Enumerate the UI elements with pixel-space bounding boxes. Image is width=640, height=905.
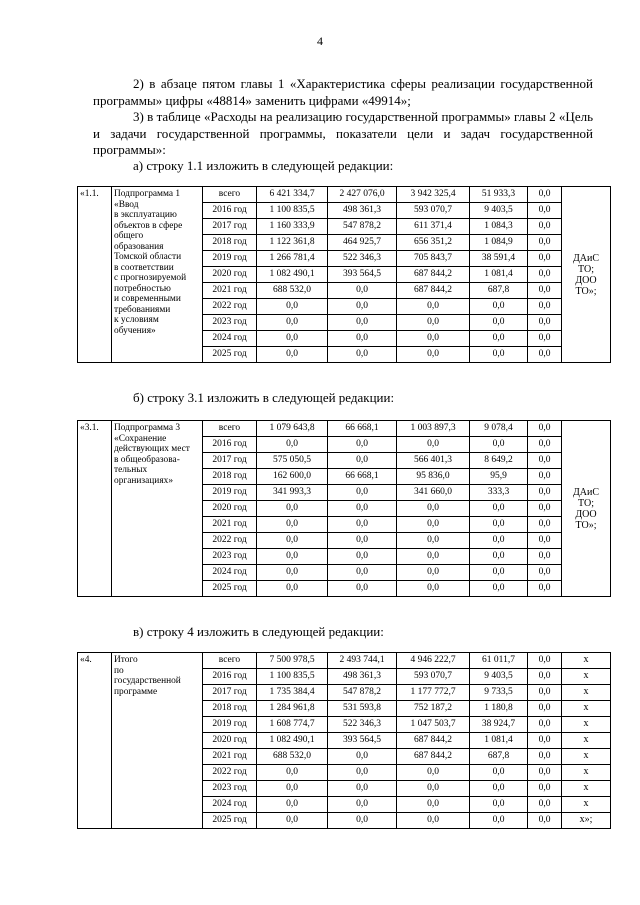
description-line: к условиям: [114, 315, 159, 325]
federal-cell: 498 361,3: [328, 669, 397, 685]
federal-cell: 0,0: [328, 283, 397, 299]
total-cell: 7 500 978,5: [257, 653, 328, 669]
row-number: «1.1.: [78, 187, 112, 363]
other-cell: 0,0: [528, 501, 562, 517]
row-description: [112, 421, 203, 597]
local-cell: 9 733,5: [470, 685, 528, 701]
paragraph-2-text: 2) в абзаце пятом главы 1 «Характеристика сферы реализации государственной программы» цифры «48814» заменить цифрами «49914»;: [93, 76, 593, 108]
other-cell: 0,0: [528, 797, 562, 813]
local-cell: 0,0: [470, 315, 528, 331]
local-cell: 0,0: [470, 517, 528, 533]
federal-cell: 531 593,8: [328, 701, 397, 717]
row-number: «3.1.: [78, 421, 112, 597]
regional-cell: 0,0: [397, 581, 470, 597]
federal-cell: 66 668,1: [328, 421, 397, 437]
local-cell: 0,0: [470, 347, 528, 363]
federal-cell: 547 878,2: [328, 685, 397, 701]
description-line: Томской области: [114, 252, 182, 262]
description-line: в эксплуатацию: [114, 210, 177, 220]
description-line: по: [114, 665, 124, 676]
executor-line: ДАиС: [572, 252, 600, 264]
local-cell: 1 084,9: [470, 235, 528, 251]
regional-cell: 566 401,3: [397, 453, 470, 469]
local-cell: 0,0: [470, 501, 528, 517]
other-cell: 0,0: [528, 299, 562, 315]
regional-cell: 0,0: [397, 797, 470, 813]
federal-cell: 498 361,3: [328, 203, 397, 219]
total-cell: 0,0: [257, 437, 328, 453]
local-cell: 0,0: [470, 533, 528, 549]
total-cell: 1 082 490,1: [257, 267, 328, 283]
total-cell: 575 050,5: [257, 453, 328, 469]
executor-line: ТО»;: [575, 285, 597, 297]
regional-cell: 0,0: [397, 517, 470, 533]
paragraph-2: [93, 76, 593, 109]
federal-cell: 0,0: [328, 549, 397, 565]
executor-x-cell: x: [562, 717, 611, 733]
paragraph-3-text: 3) в таблице «Расходы на реализацию государственной программы» главы 2 «Цель и задачи государственной программы, показатели цели и задач государственной программы»:: [93, 109, 593, 157]
federal-cell: 0,0: [328, 797, 397, 813]
regional-cell: 0,0: [397, 347, 470, 363]
year-cell: 2018 год: [203, 235, 257, 251]
year-cell: 2022 год: [203, 299, 257, 315]
federal-cell: 66 668,1: [328, 469, 397, 485]
executor-x-cell: x: [562, 669, 611, 685]
total-cell: 0,0: [257, 533, 328, 549]
local-cell: 8 649,2: [470, 453, 528, 469]
federal-cell: 2 427 076,0: [328, 187, 397, 203]
executor-x-cell: x: [562, 797, 611, 813]
federal-cell: 0,0: [328, 331, 397, 347]
description-line: «Сохранение: [114, 433, 167, 444]
federal-cell: 0,0: [328, 453, 397, 469]
executor-x-cell: x: [562, 685, 611, 701]
federal-cell: 0,0: [328, 485, 397, 501]
federal-cell: 547 878,2: [328, 219, 397, 235]
other-cell: 0,0: [528, 203, 562, 219]
year-cell: 2017 год: [203, 685, 257, 701]
year-cell: 2025 год: [203, 813, 257, 829]
other-cell: 0,0: [528, 533, 562, 549]
local-cell: 51 933,3: [470, 187, 528, 203]
regional-cell: 687 844,2: [397, 733, 470, 749]
total-cell: 0,0: [257, 501, 328, 517]
year-cell: 2025 год: [203, 581, 257, 597]
total-cell: 0,0: [257, 299, 328, 315]
description-line: с прогнозируемой: [114, 273, 187, 283]
description-line: и современными: [114, 294, 181, 304]
total-cell: 1 100 835,5: [257, 669, 328, 685]
year-cell: 2025 год: [203, 347, 257, 363]
federal-cell: 0,0: [328, 501, 397, 517]
row-description: [112, 187, 203, 363]
total-cell: 0,0: [257, 517, 328, 533]
regional-cell: 1 047 503,7: [397, 717, 470, 733]
row-number: «4.: [78, 653, 112, 829]
paragraph-3: [93, 109, 593, 159]
local-cell: 0,0: [470, 437, 528, 453]
federal-cell: 393 564,5: [328, 733, 397, 749]
table-row: [78, 187, 611, 203]
section-a-title: а) строку 1.1 изложить в следующей редакции:: [133, 158, 394, 173]
total-cell: 688 532,0: [257, 283, 328, 299]
regional-cell: 0,0: [397, 501, 470, 517]
total-cell: 0,0: [257, 813, 328, 829]
federal-cell: 2 493 744,1: [328, 653, 397, 669]
regional-cell: 0,0: [397, 437, 470, 453]
local-cell: 61 011,7: [470, 653, 528, 669]
description-line: программе: [114, 686, 158, 697]
regional-cell: 0,0: [397, 765, 470, 781]
total-cell: 1 160 333,9: [257, 219, 328, 235]
description-line: Подпрограмма 1: [114, 189, 181, 199]
local-cell: 0,0: [470, 565, 528, 581]
year-cell: 2016 год: [203, 669, 257, 685]
other-cell: 0,0: [528, 485, 562, 501]
description-line: объектов в сфере: [114, 220, 183, 231]
other-cell: 0,0: [528, 701, 562, 717]
year-cell: 2021 год: [203, 283, 257, 299]
table-row: [78, 653, 611, 669]
total-cell: 6 421 334,7: [257, 187, 328, 203]
other-cell: 0,0: [528, 549, 562, 565]
regional-cell: 0,0: [397, 331, 470, 347]
federal-cell: 0,0: [328, 581, 397, 597]
year-cell: 2023 год: [203, 781, 257, 797]
year-cell: 2018 год: [203, 469, 257, 485]
regional-cell: 0,0: [397, 299, 470, 315]
description-line: тельных: [114, 465, 148, 475]
executor-line: ДОО: [575, 274, 597, 286]
local-cell: 38 924,7: [470, 717, 528, 733]
description-line: образования: [114, 241, 164, 252]
other-cell: 0,0: [528, 347, 562, 363]
regional-cell: 0,0: [397, 565, 470, 581]
federal-cell: 0,0: [328, 299, 397, 315]
year-cell: 2022 год: [203, 765, 257, 781]
total-cell: 341 993,3: [257, 485, 328, 501]
total-cell: 1 079 643,8: [257, 421, 328, 437]
year-cell: 2017 год: [203, 453, 257, 469]
other-cell: 0,0: [528, 749, 562, 765]
other-cell: 0,0: [528, 581, 562, 597]
other-cell: 0,0: [528, 469, 562, 485]
federal-cell: 0,0: [328, 533, 397, 549]
description-line: «Ввод: [114, 199, 139, 210]
regional-cell: 0,0: [397, 533, 470, 549]
local-cell: 0,0: [470, 581, 528, 597]
total-cell: 0,0: [257, 549, 328, 565]
regional-cell: 0,0: [397, 781, 470, 797]
local-cell: 38 591,4: [470, 251, 528, 267]
description-line: требованиями: [114, 304, 171, 315]
total-cell: 688 532,0: [257, 749, 328, 765]
year-cell: 2018 год: [203, 701, 257, 717]
total-cell: 162 600,0: [257, 469, 328, 485]
local-cell: 0,0: [470, 765, 528, 781]
executor-x-cell: x: [562, 749, 611, 765]
federal-cell: 0,0: [328, 347, 397, 363]
executor-x-cell: x: [562, 781, 611, 797]
federal-cell: 0,0: [328, 765, 397, 781]
regional-cell: 687 844,2: [397, 749, 470, 765]
total-cell: 0,0: [257, 581, 328, 597]
executor-x-cell: x: [562, 765, 611, 781]
total-cell: 1 284 961,8: [257, 701, 328, 717]
executor-x-cell: x»;: [562, 813, 611, 829]
year-cell: 2024 год: [203, 565, 257, 581]
description-line: Подпрограмма 3: [114, 423, 181, 433]
regional-cell: 705 843,7: [397, 251, 470, 267]
year-cell: 2020 год: [203, 733, 257, 749]
other-cell: 0,0: [528, 331, 562, 347]
regional-cell: 593 070,7: [397, 669, 470, 685]
year-cell: всего: [203, 187, 257, 203]
description-line: обучения»: [114, 325, 156, 336]
executor-line: ДАиС: [572, 486, 600, 498]
local-cell: 1 084,3: [470, 219, 528, 235]
executor-cell: [562, 421, 611, 597]
year-cell: 2021 год: [203, 517, 257, 533]
other-cell: 0,0: [528, 283, 562, 299]
local-cell: 1 180,8: [470, 701, 528, 717]
federal-cell: 0,0: [328, 315, 397, 331]
executor-line: ТО»;: [575, 519, 597, 531]
year-cell: 2024 год: [203, 331, 257, 347]
local-cell: 687,8: [470, 749, 528, 765]
federal-cell: 522 346,3: [328, 251, 397, 267]
federal-cell: 0,0: [328, 565, 397, 581]
other-cell: 0,0: [528, 453, 562, 469]
other-cell: 0,0: [528, 813, 562, 829]
local-cell: 0,0: [470, 331, 528, 347]
year-cell: 2020 год: [203, 501, 257, 517]
local-cell: 9 403,5: [470, 203, 528, 219]
regional-cell: 4 946 222,7: [397, 653, 470, 669]
federal-cell: 0,0: [328, 781, 397, 797]
local-cell: 0,0: [470, 781, 528, 797]
table-row: [78, 421, 611, 437]
executor-x-cell: x: [562, 733, 611, 749]
local-cell: 687,8: [470, 283, 528, 299]
other-cell: 0,0: [528, 565, 562, 581]
total-cell: 1 266 781,4: [257, 251, 328, 267]
regional-cell: 687 844,2: [397, 283, 470, 299]
regional-cell: 593 070,7: [397, 203, 470, 219]
program-table-row-4: [77, 652, 611, 829]
local-cell: 1 081,4: [470, 733, 528, 749]
description-line: в общеобразова-: [114, 454, 180, 465]
executor-line: ТО;: [578, 263, 594, 275]
description-line: общего: [114, 231, 144, 241]
year-cell: 2016 год: [203, 203, 257, 219]
total-cell: 0,0: [257, 315, 328, 331]
year-cell: 2019 год: [203, 251, 257, 267]
total-cell: 1 100 835,5: [257, 203, 328, 219]
other-cell: 0,0: [528, 437, 562, 453]
regional-cell: 611 371,4: [397, 219, 470, 235]
other-cell: 0,0: [528, 517, 562, 533]
regional-cell: 0,0: [397, 315, 470, 331]
local-cell: 0,0: [470, 813, 528, 829]
total-cell: 1 082 490,1: [257, 733, 328, 749]
executor-x-cell: x: [562, 701, 611, 717]
description-line: действующих мест: [114, 444, 190, 454]
federal-cell: 464 925,7: [328, 235, 397, 251]
local-cell: 95,9: [470, 469, 528, 485]
year-cell: 2019 год: [203, 485, 257, 501]
regional-cell: 752 187,2: [397, 701, 470, 717]
federal-cell: 0,0: [328, 749, 397, 765]
executor-x-cell: x: [562, 653, 611, 669]
regional-cell: 0,0: [397, 813, 470, 829]
local-cell: 9 078,4: [470, 421, 528, 437]
total-cell: 1 608 774,7: [257, 717, 328, 733]
other-cell: 0,0: [528, 733, 562, 749]
total-cell: 0,0: [257, 781, 328, 797]
description-line: Итого: [114, 655, 138, 665]
total-cell: 1 735 384,4: [257, 685, 328, 701]
executor-cell: [562, 187, 611, 363]
year-cell: 2023 год: [203, 549, 257, 565]
description-line: организациях»: [114, 475, 174, 486]
executor-line: ТО;: [578, 497, 594, 509]
other-cell: 0,0: [528, 235, 562, 251]
total-cell: 0,0: [257, 347, 328, 363]
row-description: [112, 653, 203, 829]
other-cell: 0,0: [528, 267, 562, 283]
local-cell: 0,0: [470, 549, 528, 565]
local-cell: 0,0: [470, 299, 528, 315]
total-cell: 0,0: [257, 765, 328, 781]
description-line: потребностью: [114, 283, 171, 294]
regional-cell: 0,0: [397, 549, 470, 565]
total-cell: 0,0: [257, 797, 328, 813]
description-line: государственной: [114, 676, 181, 686]
federal-cell: 0,0: [328, 813, 397, 829]
total-cell: 0,0: [257, 331, 328, 347]
year-cell: 2020 год: [203, 267, 257, 283]
other-cell: 0,0: [528, 669, 562, 685]
total-cell: 1 122 361,8: [257, 235, 328, 251]
local-cell: 0,0: [470, 797, 528, 813]
federal-cell: 522 346,3: [328, 717, 397, 733]
other-cell: 0,0: [528, 187, 562, 203]
section-c-title: в) строку 4 изложить в следующей редакции:: [133, 624, 384, 639]
year-cell: 2022 год: [203, 533, 257, 549]
local-cell: 1 081,4: [470, 267, 528, 283]
federal-cell: 0,0: [328, 517, 397, 533]
year-cell: всего: [203, 653, 257, 669]
regional-cell: 3 942 325,4: [397, 187, 470, 203]
regional-cell: 656 351,2: [397, 235, 470, 251]
regional-cell: 1 177 772,7: [397, 685, 470, 701]
other-cell: 0,0: [528, 765, 562, 781]
year-cell: всего: [203, 421, 257, 437]
regional-cell: 1 003 897,3: [397, 421, 470, 437]
program-table-row-1-1: [77, 186, 611, 363]
description-line: в соответствии: [114, 262, 174, 273]
executor-line: ДОО: [575, 508, 597, 520]
other-cell: 0,0: [528, 251, 562, 267]
other-cell: 0,0: [528, 781, 562, 797]
other-cell: 0,0: [528, 653, 562, 669]
local-cell: 333,3: [470, 485, 528, 501]
federal-cell: 0,0: [328, 437, 397, 453]
other-cell: 0,0: [528, 219, 562, 235]
year-cell: 2021 год: [203, 749, 257, 765]
other-cell: 0,0: [528, 421, 562, 437]
federal-cell: 393 564,5: [328, 267, 397, 283]
regional-cell: 95 836,0: [397, 469, 470, 485]
regional-cell: 341 660,0: [397, 485, 470, 501]
other-cell: 0,0: [528, 315, 562, 331]
year-cell: 2017 год: [203, 219, 257, 235]
total-cell: 0,0: [257, 565, 328, 581]
year-cell: 2019 год: [203, 717, 257, 733]
page-number: 4: [317, 34, 323, 48]
year-cell: 2024 год: [203, 797, 257, 813]
year-cell: 2016 год: [203, 437, 257, 453]
section-b-title: б) строку 3.1 изложить в следующей редакции:: [133, 390, 395, 405]
other-cell: 0,0: [528, 685, 562, 701]
regional-cell: 687 844,2: [397, 267, 470, 283]
other-cell: 0,0: [528, 717, 562, 733]
program-table-row-3-1: [77, 420, 611, 597]
year-cell: 2023 год: [203, 315, 257, 331]
local-cell: 9 403,5: [470, 669, 528, 685]
